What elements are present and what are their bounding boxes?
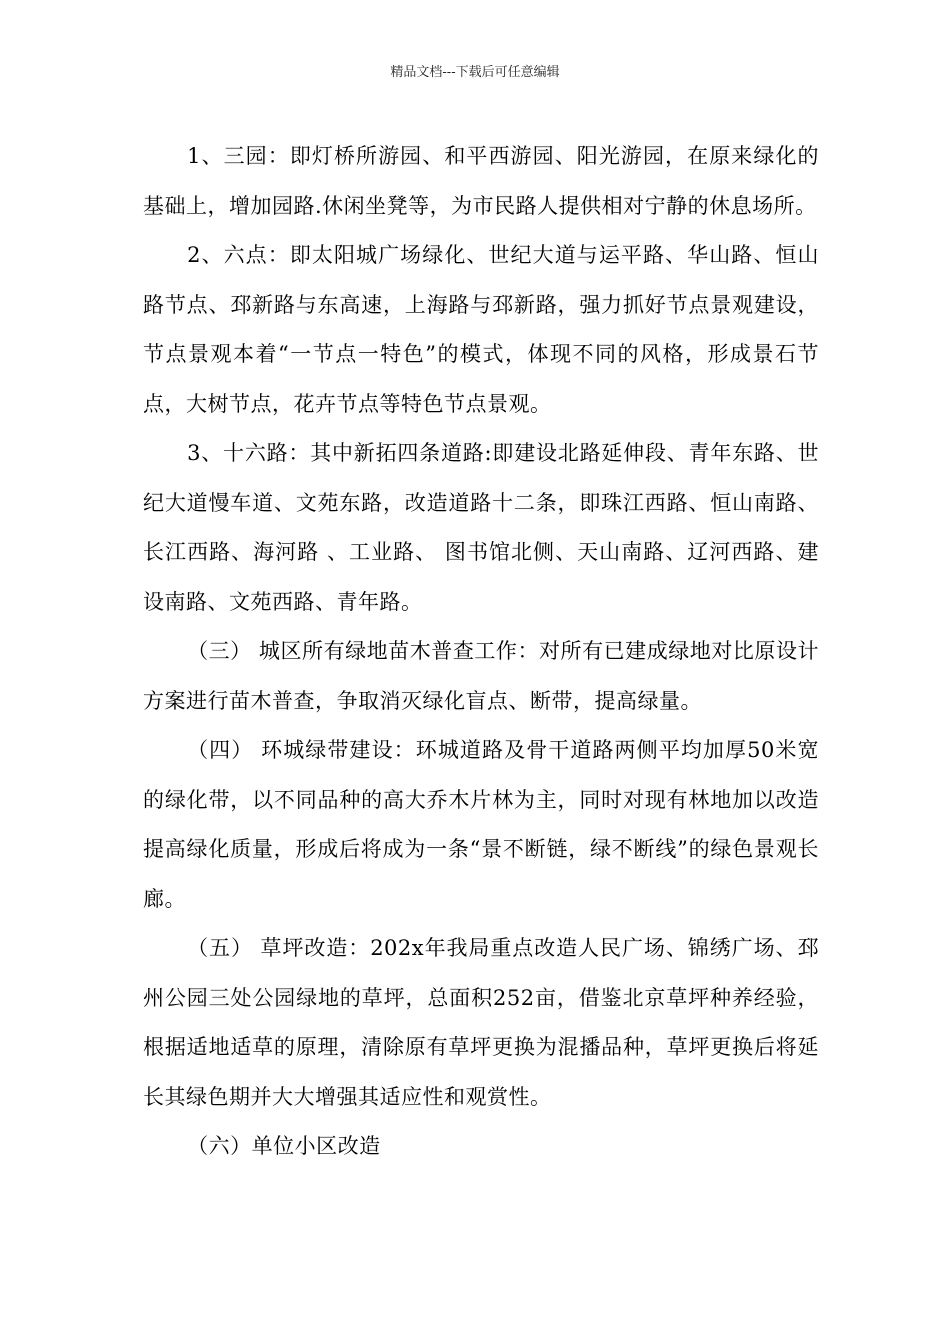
paragraph-sixteen-roads: 3、十六路：其中新拓四条道路:即建设北路延伸段、青年东路、世纪大道慢车道、文苑东路，改造道路十二条，即珠江西路、恒山南路、长江西路、海河路 、工业路、 图书馆北侧、天山南路、辽河西路、建设南路、文苑西路、青年路。: [143, 441, 819, 614]
paragraph-six-points: 2、六点：即太阳城广场绿化、世纪大道与运平路、华山路、恒山路节点、邳新路与东高速，上海路与邳新路，强力抓好节点景观建设，节点景观本着“一节点一特色”的模式，体现不同的风格，形成景石节点，大树节点，花卉节点等特色节点景观。: [143, 243, 819, 416]
paragraph-section-6: （六）单位小区改造: [187, 1134, 381, 1158]
paragraph-section-4: （四） 环城绿带建设：环城道路及骨干道路两侧平均加厚50米宽的绿化带，以不同品种的高大乔木片林为主，同时对现有林地加以改造提高绿化质量，形成后将成为一条“景不断链，绿不断线”的绿色景观长廊。: [143, 738, 819, 911]
paragraph-section-5: （五） 草坪改造：202x年我局重点改造人民广场、锦绣广场、邳州公园三处公园绿地的草坪，总面积252亩，借鉴北京草坪种养经验，根据适地适草的原理，清除原有草坪更换为混播品种，草坪更换后将延长其绿色期并大大增强其适应性和观赏性。: [143, 936, 819, 1109]
document-body: [143, 132, 819, 1172]
paragraph-three-parks: 1、三园：即灯桥所游园、和平西游园、阳光游园，在原来绿化的基础上，增加园路.休闲坐凳等，为市民路人提供相对宁静的休息场所。: [143, 144, 819, 218]
page-header: 精品文档---下载后可任意编辑: [390, 65, 560, 80]
paragraph-section-3: （三） 城区所有绿地苗木普查工作：对所有已建成绿地对比原设计方案进行苗木普查，争取消灭绿化盲点、断带，提高绿量。: [143, 639, 819, 713]
